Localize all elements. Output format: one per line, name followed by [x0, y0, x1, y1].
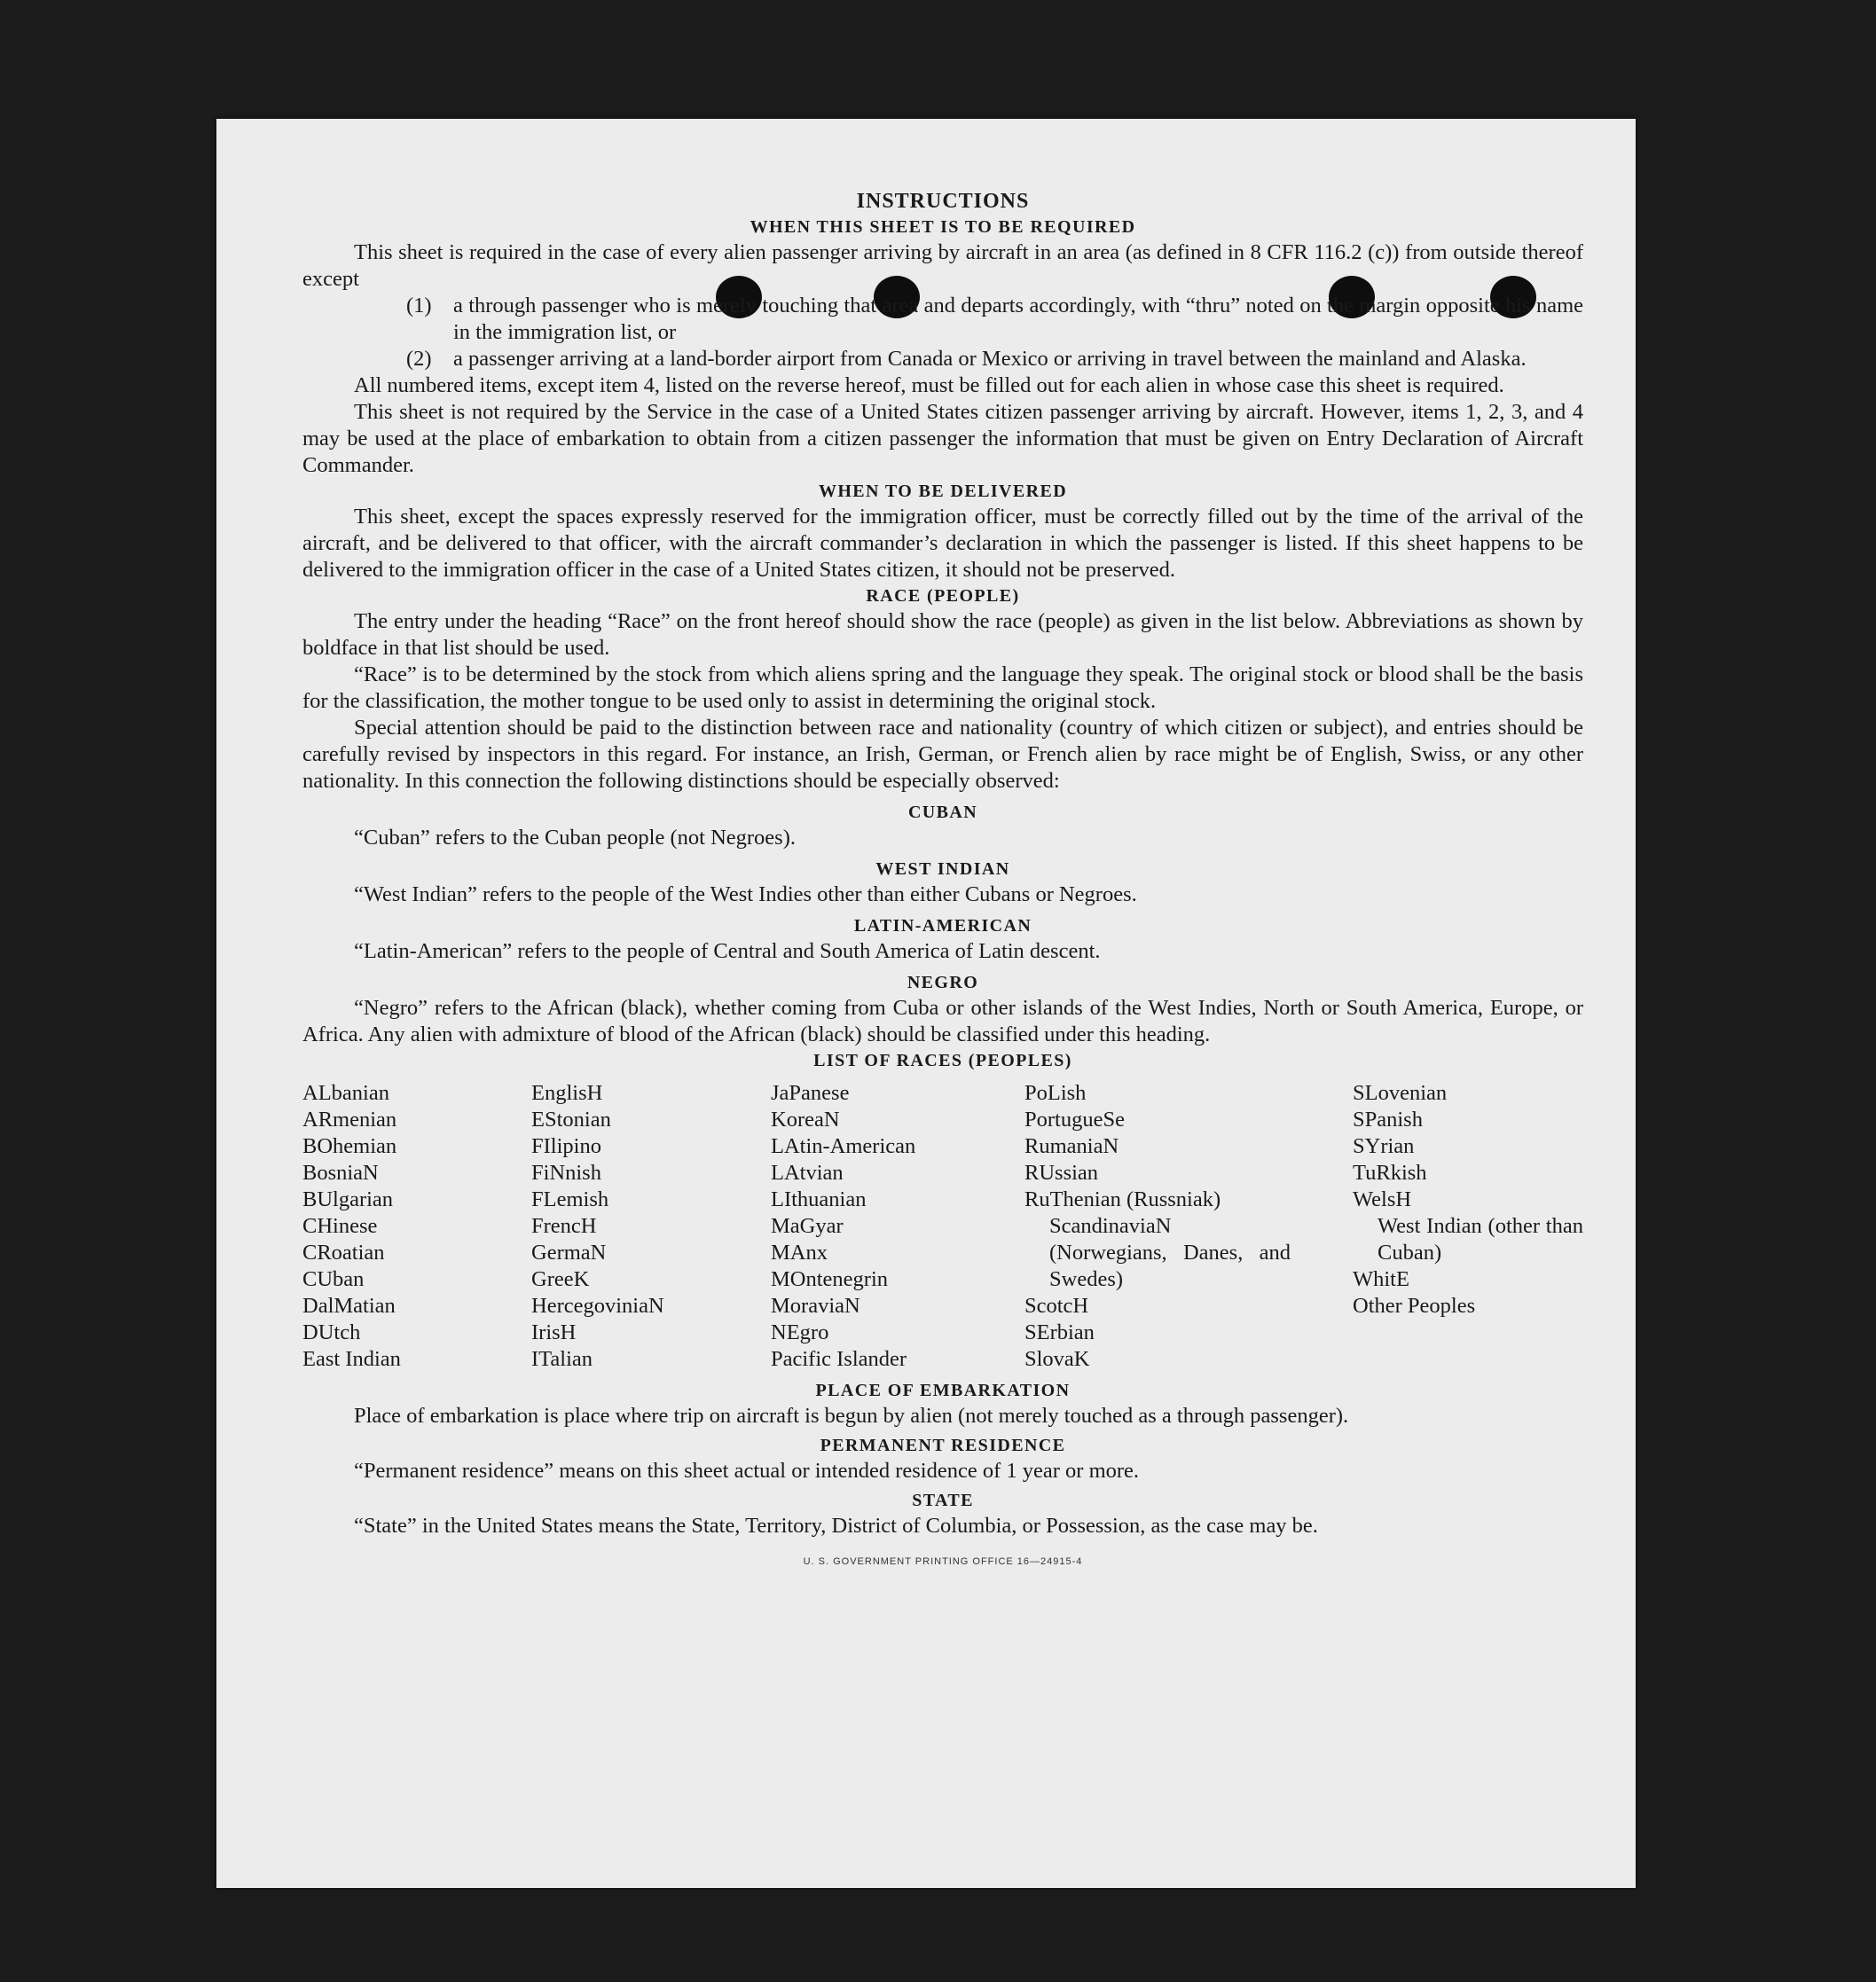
section-heading-race: RACE (PEOPLE): [866, 586, 1020, 606]
section-heading-required: WHEN THIS SHEET IS TO BE REQUIRED: [750, 217, 1136, 237]
races-column: [771, 1080, 1024, 1373]
race-entry: HercegoviniaN: [531, 1294, 664, 1318]
section-heading-state: STATE: [912, 1491, 974, 1510]
list-item: [406, 293, 1583, 346]
race-entry: KoreaN: [771, 1108, 840, 1132]
race-entry: NEgro: [771, 1320, 829, 1344]
race-entry: BosniaN: [302, 1161, 379, 1185]
race-entry: ALbanian: [302, 1081, 389, 1105]
races-column: [531, 1080, 771, 1373]
race-entry: BOhemian: [302, 1134, 397, 1158]
paragraph: This sheet is not required by the Service in the case of a United States citizen passenger arriving by aircraft. However, items 1, 2, 3, and 4 may be used at the place of embarkation to obtain from a citizen passenger the information that must be given on Entry Declaration of Aircraft Commander.: [302, 400, 1583, 477]
paragraph: “Race” is to be determined by the stock from which aliens spring and the language they speak. The original stock or blood shall be the basis for the classification, the mother tongue to be used only to assist in determining the original stock.: [302, 662, 1583, 713]
race-entry: CRoatian: [302, 1241, 385, 1265]
paragraph: This sheet, except the spaces expressly reserved for the immigration officer, must be correctly filled out by the time of the arrival of the aircraft, and be delivered to that officer, with the aircraft commander’s declaration in which the passenger is listed. If this sheet happens to be delivered to the immigration officer in the case of a United States citizen, it should not be preserved.: [302, 505, 1583, 582]
race-entry: LAtin-American: [771, 1134, 916, 1158]
race-entry: ScotcH: [1024, 1294, 1089, 1318]
race-entry: LIthuanian: [771, 1187, 867, 1211]
paragraph: All numbered items, except item 4, listed on the reverse hereof, must be filled out for each alien in whose case this sheet is required.: [354, 373, 1504, 397]
race-entry: FrencH: [531, 1214, 597, 1238]
section-heading-west-indian: WEST INDIAN: [875, 859, 1010, 879]
definition: “Negro” refers to the African (black), whether coming from Cuba or other islands of the West Indies, North or South America, Europe, or Africa. Any alien with admixture of blood of the African (black) should be classified under this heading.: [302, 996, 1583, 1046]
section-heading-list: LIST OF RACES (PEOPLES): [813, 1051, 1072, 1070]
race-entry: JaPanese: [771, 1081, 850, 1105]
section-heading-permanent-residence: PERMANENT RESIDENCE: [820, 1436, 1066, 1455]
race-entry: EStonian: [531, 1108, 611, 1132]
race-entry: TuRkish: [1353, 1161, 1427, 1185]
printer-imprint: U. S. GOVERNMENT PRINTING OFFICE 16—24915-4: [803, 1556, 1083, 1567]
races-list: [302, 1080, 1583, 1373]
paragraph: This sheet is required in the case of every alien passenger arriving by aircraft in an area (as defined in 8 CFR 116.2 (c)) from outside thereof except: [302, 240, 1583, 291]
instructions-body: [302, 188, 1583, 1575]
race-entry: ARmenian: [302, 1108, 397, 1132]
race-entry: East Indian: [302, 1347, 401, 1371]
race-entry: GreeK: [531, 1267, 590, 1291]
race-entry: SLovenian: [1353, 1081, 1448, 1105]
section-heading-embarkation: PLACE OF EMBARKATION: [815, 1381, 1071, 1400]
race-entry: SErbian: [1024, 1320, 1095, 1344]
paragraph: Special attention should be paid to the distinction between race and nationality (country of which citizen or subject), and entries should be carefully revised by inspectors in this regard. For instance, an Irish, German, or French alien by race might be of English, Swiss, or any other nationality. In this connection the following distinctions should be especially observed:: [302, 716, 1583, 793]
race-entry: MaGyar: [771, 1214, 844, 1238]
item-text: a passenger arriving at a land-border airport from Canada or Mexico or arriving in travel between the mainland and Alaska.: [453, 347, 1527, 371]
race-entry: GermaN: [531, 1241, 607, 1265]
race-entry: FLemish: [531, 1187, 609, 1211]
item-text: a through passenger who is merely touching that area and departs accordingly, with “thru” noted on the margin opposite his name in the immigration list, or: [453, 294, 1583, 344]
definition: “West Indian” refers to the people of the West Indies other than either Cubans or Negroes.: [354, 882, 1137, 906]
item-number: (2): [406, 347, 432, 371]
definition: Place of embarkation is place where trip on aircraft is begun by alien (not merely touched as a through passenger).: [354, 1404, 1349, 1428]
race-entry: RUssian: [1024, 1161, 1099, 1185]
section-heading-latin-american: LATIN-AMERICAN: [853, 916, 1032, 936]
race-entry: ITalian: [531, 1347, 593, 1371]
race-entry: LAtvian: [771, 1161, 844, 1185]
section-heading-delivered: WHEN TO BE DELIVERED: [818, 482, 1068, 501]
race-entry: BUlgarian: [302, 1187, 394, 1211]
race-entry: MAnx: [771, 1241, 828, 1265]
paragraph: The entry under the heading “Race” on the front hereof should show the race (people) as given in the list below. Abbreviations as shown by boldface in that list should be used.: [302, 609, 1583, 660]
races-column: [302, 1080, 531, 1373]
race-entry: DalMatian: [302, 1294, 396, 1318]
section-heading-cuban: CUBAN: [907, 803, 978, 822]
race-entry: CUban: [302, 1267, 365, 1291]
race-entry: SlovaK: [1024, 1347, 1090, 1371]
race-entry: WhitE: [1353, 1267, 1409, 1291]
race-entry: PortugueSe: [1024, 1108, 1125, 1132]
race-entry: West Indian (other than Cuban): [1378, 1214, 1583, 1265]
section-heading-negro: NEGRO: [907, 973, 979, 992]
page-title: INSTRUCTIONS: [856, 190, 1030, 213]
races-column: [1024, 1080, 1353, 1373]
race-entry: Other Peoples: [1353, 1294, 1476, 1318]
races-column: [1353, 1080, 1583, 1373]
item-number: (1): [406, 294, 432, 317]
race-entry: SYrian: [1353, 1134, 1415, 1158]
race-entry: DUtch: [302, 1320, 361, 1344]
list-item: [406, 346, 1583, 372]
race-entry: RumaniaN: [1024, 1134, 1119, 1158]
definition: “Cuban” refers to the Cuban people (not Negroes).: [354, 826, 796, 850]
race-entry: IrisH: [531, 1320, 577, 1344]
race-entry: EnglisH: [531, 1081, 603, 1105]
race-entry: ScandinaviaN (Norwegians, Danes, and Swedes): [1049, 1214, 1291, 1291]
race-entry: MOntenegrin: [771, 1267, 888, 1291]
race-entry: FiNnish: [531, 1161, 601, 1185]
definition: “Permanent residence” means on this sheet actual or intended residence of 1 year or more.: [354, 1459, 1140, 1483]
race-entry: FIlipino: [531, 1134, 601, 1158]
race-entry: CHinese: [302, 1214, 378, 1238]
definition: “State” in the United States means the State, Territory, District of Columbia, or Possession, as the case may be.: [354, 1514, 1318, 1538]
definition: “Latin-American” refers to the people of Central and South America of Latin descent.: [354, 939, 1101, 963]
race-entry: Pacific Islander: [771, 1347, 907, 1371]
race-entry: MoraviaN: [771, 1294, 860, 1318]
race-entry: WelsH: [1353, 1187, 1412, 1211]
race-entry: SPanish: [1353, 1108, 1423, 1132]
race-entry: RuThenian (Russniak): [1024, 1187, 1221, 1211]
race-entry: PoLish: [1024, 1081, 1087, 1105]
